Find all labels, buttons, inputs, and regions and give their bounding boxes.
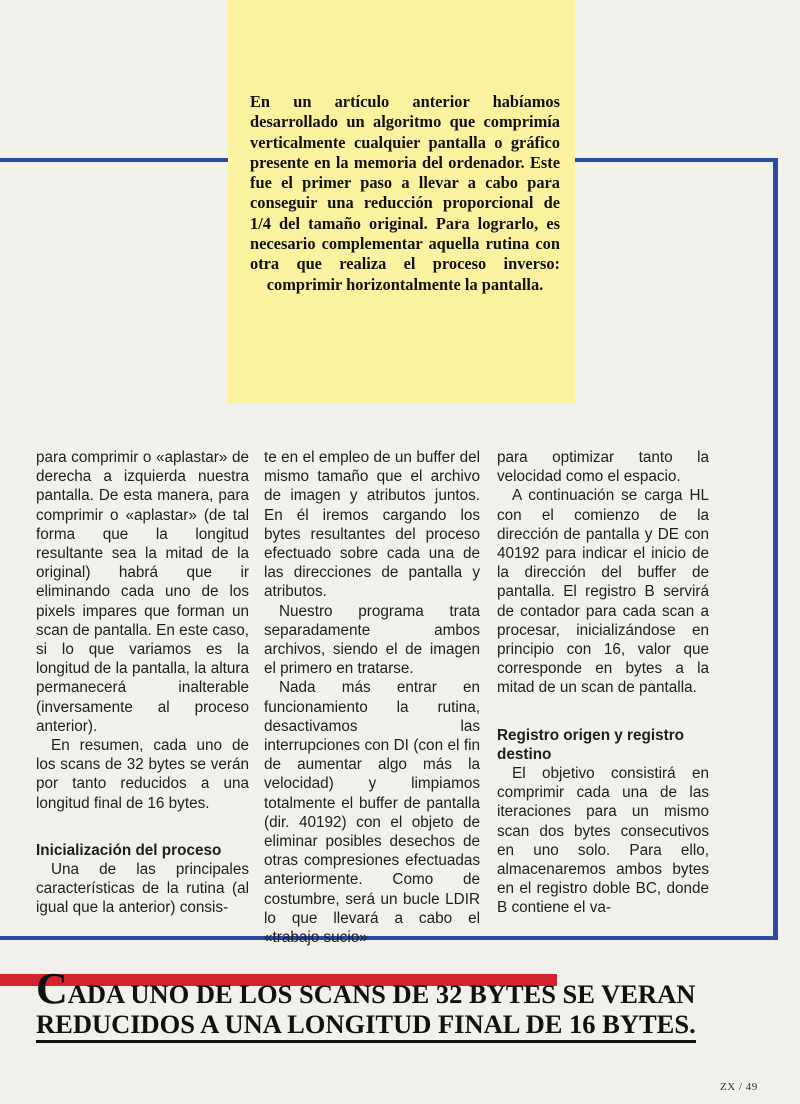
column2-paragraph-1: te en el empleo de un buffer del mismo tamaño que el archivo de imagen y atributos juntos. En él iremos cargando los bytes resultantes del proceso efectuado sobre cada una de las direcciones de pantalla y atributos.: [264, 449, 480, 601]
pull-quote-line-1-text: ADA UNO DE LOS SCANS DE 32 BYTES SE VERAN: [67, 979, 696, 1009]
column3-paragraph-3: El objetivo consistirá en comprimir cada una de las iteraciones para un mismo scan dos bytes consecutivos en uno solo. Para ello, almacenaremos ambos bytes en el registro doble BC, donde B contiene el va-: [497, 765, 709, 917]
column2-paragraph-2: Nuestro programa trata separadamente ambos archivos, siendo el de imagen el primero en tratarse.: [264, 602, 480, 678]
pull-quote-line-1: [36, 964, 716, 1013]
article-column-2: [264, 448, 480, 947]
column3-paragraph-1: para optimizar tanto la velocidad como el espacio.: [497, 449, 709, 486]
article-column-3: [497, 448, 709, 918]
intro-paragraph: En un artículo anterior habíamos desarrollado un algoritmo que comprimía verticalmente cualquier pantalla o gráfico presente en la memoria del ordenador. Este fue el primer paso a llevar a cabo para conseguir una reducción proporcional de 1/4 del tamaño original. Para lograrlo, es necesario complementar aquella rutina con otra que realiza el proceso inverso: comprimir horizontalmente la pantalla.: [250, 92, 560, 294]
pull-quote-dropcap: C: [36, 964, 68, 1013]
frame-line-right: [773, 158, 778, 940]
pull-quote: [36, 964, 716, 1043]
article-column-1: [36, 448, 249, 918]
section-heading-inicializacion: Inicialización del proceso: [36, 841, 222, 859]
column1-paragraph-3: Una de las principales características de la rutina (al igual que la anterior) consis-: [36, 861, 249, 917]
column1-paragraph-2: En resumen, cada uno de los scans de 32 bytes se verán por tanto reducidos a una longitud final de 16 bytes.: [36, 737, 249, 812]
page-folio: ZX / 49: [720, 1081, 758, 1093]
column2-paragraph-3: Nada más entrar en funcionamiento la rutina, desactivamos las interrupciones con DI (con el fin de aumentar algo más la velocidad) y limpiamos totalmente el buffer de pantalla (dir. 40192) con el objeto de eliminar posibles desechos de otras compresiones efectuadas anteriormente. Como de costumbre, será un bucle LDIR lo que llevará a cabo el «trabajo sucio»: [264, 679, 480, 947]
column1-paragraph-1: para comprimir o «aplastar» de derecha a izquierda nuestra pantalla. De esta manera, para comprimir o «aplastar» (de tal forma que la longitud resultante sea la mitad de la original) habrá que ir eliminando cada uno de los pixels impares que forman un scan de pantalla. En este caso, si lo que variamos es la longitud de la pantalla, la altura permanecerá inalterable (inversamente al proceso anterior).: [36, 449, 249, 735]
pull-quote-line-2: REDUCIDOS A UNA LONGITUD FINAL DE 16 BYTES.: [36, 1009, 696, 1043]
column3-paragraph-2: A continuación se carga HL con el comienzo de la dirección de pantalla y DE con 40192 para indicar el inicio de la dirección del buffer de pantalla. El registro B servirá de contador para cada scan a procesar, inicializándose en principio con 16, valor que corresponde en bytes a la mitad de un scan de pantalla.: [497, 487, 709, 697]
section-heading-registro: Registro origen y registro destino: [497, 726, 684, 763]
frame-line-top-left: [0, 158, 232, 162]
frame-line-top-right: [573, 158, 778, 162]
